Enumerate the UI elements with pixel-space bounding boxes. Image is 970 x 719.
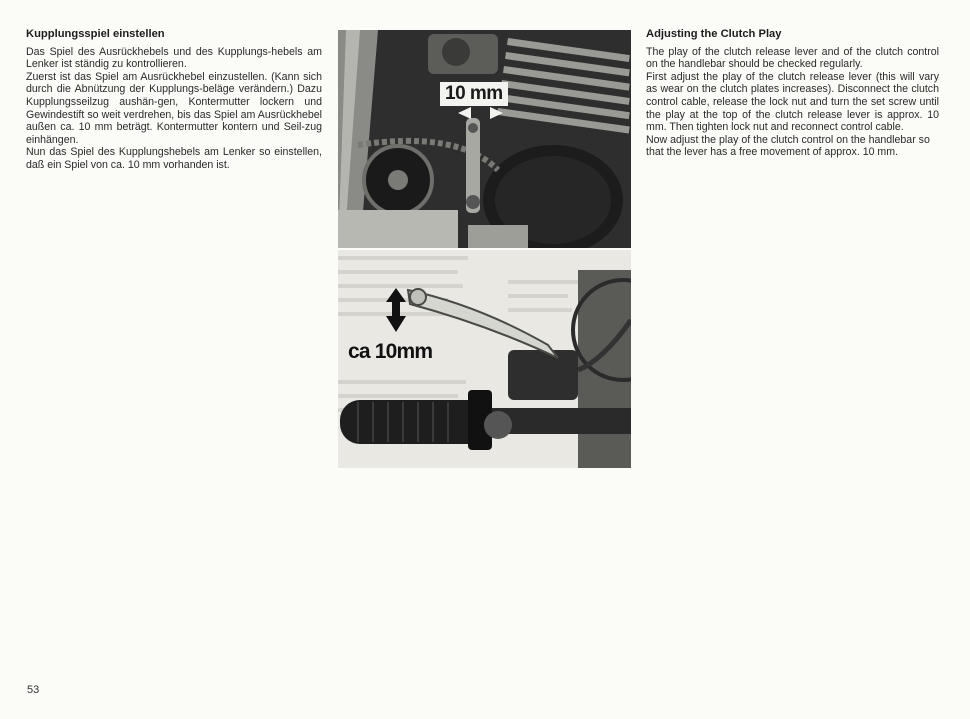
german-paragraph-1: Das Spiel des Ausrückhebels und des Kupplungs-hebels am Lenker ist ständig zu kontrollieren. [26, 45, 322, 71]
english-paragraph-1: The play of the clutch release lever and of the clutch control on the handlebar should be checked regularly. [646, 45, 939, 71]
engine-clutch-photo [338, 30, 631, 248]
english-paragraph-2: First adjust the play of the clutch release lever (this will vary as wear on the clutch plates increases). Disconnect the clutch control cable, release the lock nut and turn the set screw until the play at the top of the clutch release lever is approx. 10 mm. Then tighten lock nut and reconnect control cable. [646, 70, 939, 134]
german-heading: Kupplungsspiel einstellen [26, 28, 165, 40]
engine-illustration [338, 30, 631, 248]
handlebar-lever-photo [338, 250, 631, 468]
german-column [26, 28, 322, 172]
german-paragraph-3: Nun das Spiel des Kupplungshebels am Lenker so einstellen, daß ein Spiel von ca. 10 mm vorhanden ist. [26, 146, 322, 171]
engine-play-label: 10 mm [440, 82, 508, 106]
english-column [646, 28, 939, 159]
english-heading: Adjusting the Clutch Play [646, 28, 782, 40]
lever-play-label: ca 10mm [348, 340, 433, 363]
page-number: 53 [27, 684, 40, 696]
german-paragraph-2: Zuerst ist das Spiel am Ausrückhebel einzustellen. (Kann sich durch die Abnützung der Kupplungs-beläge verändern.) Dazu Kupplungsseilzug aushän-gen, Kontermutter lockern und Gewindestift so weit verdrehen, bis das Spiel am Ausrückhebel außen ca. 10 mm beträgt. Kontermutter kontern und Seil-zug einhängen. [26, 70, 322, 146]
english-paragraph-3: Now adjust the play of the clutch control on the handlebar so that the lever has a free movement of approx. 10 mm. [646, 133, 930, 159]
